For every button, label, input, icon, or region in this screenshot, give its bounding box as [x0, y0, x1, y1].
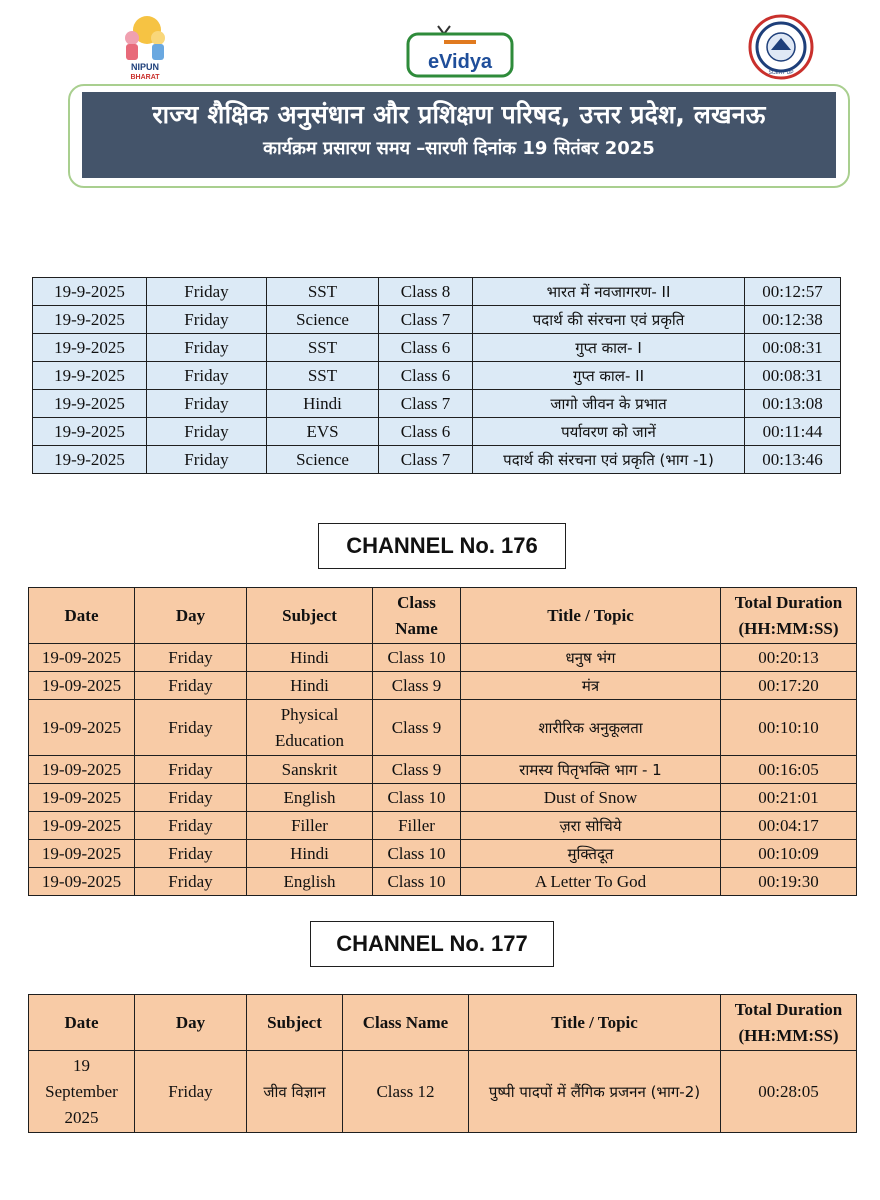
cell-title: Dust of Snow [461, 784, 721, 812]
cell-day: Friday [135, 672, 247, 700]
cell-title: पदार्थ की संरचना एवं प्रकृति (भाग -1) [473, 446, 745, 474]
nipun-bharat-logo [102, 12, 188, 82]
cell-date: 19-09-2025 [29, 840, 135, 868]
cell-day: Friday [135, 840, 247, 868]
nipun-bharat-emblem-icon [102, 12, 188, 82]
cell-class-name: Class 6 [379, 418, 473, 446]
cell-date: 19-9-2025 [33, 390, 147, 418]
cell-day: Friday [147, 418, 267, 446]
cell-date: 19-09-2025 [29, 672, 135, 700]
evidya-text: eVidya [427, 51, 493, 73]
table-row [29, 784, 857, 812]
cell-title: पुष्पी पादपों में लैंगिक प्रजनन (भाग-2) [469, 1051, 721, 1133]
header-class-line2: Name [395, 618, 438, 638]
cell-subject: SST [267, 334, 379, 362]
evidya-logo [404, 22, 516, 80]
header-subject: Subject [247, 588, 373, 644]
table-row [33, 446, 841, 474]
table-row [29, 672, 857, 700]
cell-class-name: Class 10 [373, 840, 461, 868]
cell-class-name: Class 10 [373, 784, 461, 812]
cell-title: मुक्तिदूत [461, 840, 721, 868]
cell-class-name: Class 6 [379, 362, 473, 390]
cell-date: 19-9-2025 [33, 418, 147, 446]
table-row [33, 334, 841, 362]
cell-date: 19-9-2025 [33, 362, 147, 390]
table-row [33, 418, 841, 446]
cell-subject [247, 700, 373, 756]
schedule-table-continued-body [33, 278, 841, 474]
cell-title: गुप्त काल- II [473, 362, 745, 390]
header-duration [721, 995, 857, 1051]
header-band [82, 92, 836, 178]
header-class-name [373, 588, 461, 644]
cell-duration: 00:11:44 [745, 418, 841, 446]
cell-class-name: Class 6 [379, 334, 473, 362]
cell-class-name: Class 10 [373, 644, 461, 672]
header-title: Title / Topic [461, 588, 721, 644]
cell-date: 19-9-2025 [33, 334, 147, 362]
cell-day: Friday [147, 306, 267, 334]
channel-177-label: CHANNEL No. 177 [310, 921, 554, 967]
cell-date: 19-09-2025 [29, 812, 135, 840]
cell-class-name: Class 9 [373, 700, 461, 756]
header-title: Title / Topic [469, 995, 721, 1051]
cell-subject: Hindi [247, 644, 373, 672]
cell-subject: Science [267, 306, 379, 334]
cell-subject: English [247, 784, 373, 812]
table-header-row [29, 995, 857, 1051]
table-row [33, 278, 841, 306]
header-date: Date [29, 995, 135, 1051]
cell-subject: Hindi [247, 840, 373, 868]
cell-duration: 00:12:57 [745, 278, 841, 306]
cell-subject: Hindi [247, 672, 373, 700]
cell-duration: 00:17:20 [721, 672, 857, 700]
nipun-text: NIPUN [130, 62, 160, 72]
cell-class-name: Class 10 [373, 868, 461, 896]
cell-subject-line1: Physical [280, 704, 339, 724]
header-day: Day [135, 995, 247, 1051]
table-row [33, 306, 841, 334]
cell-date: 19-09-2025 [29, 868, 135, 896]
cell-class-name: Class 7 [379, 306, 473, 334]
channel-176-table-body [29, 644, 857, 896]
channel-176-table [28, 587, 857, 896]
header-duration-line1: Total Duration [734, 592, 843, 612]
cell-subject: जीव विज्ञान [247, 1051, 343, 1133]
cell-day: Friday [135, 756, 247, 784]
cell-subject: Filler [247, 812, 373, 840]
cell-subject: EVS [267, 418, 379, 446]
cell-duration: 00:21:01 [721, 784, 857, 812]
cell-class-name: Class 12 [343, 1051, 469, 1133]
cell-date: 19-9-2025 [33, 446, 147, 474]
header-class-line1: Class [397, 592, 436, 612]
cell-duration: 00:20:13 [721, 644, 857, 672]
cell-duration: 00:08:31 [745, 362, 841, 390]
cell-subject: SST [267, 362, 379, 390]
cell-subject: English [247, 868, 373, 896]
header-subject: Subject [247, 995, 343, 1051]
cell-day: Friday [135, 784, 247, 812]
cell-date-line2: September [45, 1081, 118, 1101]
cell-duration: 00:13:46 [745, 446, 841, 474]
cell-duration: 00:04:17 [721, 812, 857, 840]
cell-title: धनुष भंग [461, 644, 721, 672]
cell-date: 19-09-2025 [29, 700, 135, 756]
cell-title: जागो जीवन के प्रभात [473, 390, 745, 418]
cell-day: Friday [135, 644, 247, 672]
table-row [33, 362, 841, 390]
table-row [29, 756, 857, 784]
table-row [29, 812, 857, 840]
cell-day: Friday [147, 446, 267, 474]
cell-date: 19-9-2025 [33, 278, 147, 306]
cell-date-line1: 19 [73, 1055, 90, 1075]
cell-date [29, 1051, 135, 1133]
scert-logo [738, 14, 824, 80]
channel-177-table [28, 994, 857, 1133]
header-day: Day [135, 588, 247, 644]
cell-title: गुप्त काल- I [473, 334, 745, 362]
cell-subject: Science [267, 446, 379, 474]
cell-title: भारत में नवजागरण- II [473, 278, 745, 306]
evidya-tv-icon [404, 22, 516, 80]
cell-day: Friday [135, 812, 247, 840]
scert-seal-icon [738, 14, 824, 80]
cell-subject: Sanskrit [247, 756, 373, 784]
table-row [33, 390, 841, 418]
page-subtitle: कार्यक्रम प्रसारण समय –सारणी दिनांक 19 सितंबर 2025 [263, 138, 655, 159]
cell-date: 19-09-2025 [29, 784, 135, 812]
cell-date: 19-09-2025 [29, 756, 135, 784]
table-row [29, 1051, 857, 1133]
cell-duration: 00:08:31 [745, 334, 841, 362]
cell-duration: 00:10:09 [721, 840, 857, 868]
header-duration-line1: Total Duration [734, 999, 843, 1019]
cell-day: Friday [147, 278, 267, 306]
cell-title: पदार्थ की संरचना एवं प्रकृति [473, 306, 745, 334]
cell-day: Friday [147, 362, 267, 390]
cell-date: 19-9-2025 [33, 306, 147, 334]
cell-day: Friday [135, 1051, 247, 1133]
cell-title: मंत्र [461, 672, 721, 700]
page-title: राज्य शैक्षिक अनुसंधान और प्रशिक्षण परिषद, उत्तर प्रदेश, लखनऊ [152, 100, 766, 129]
cell-subject-line2: Education [275, 730, 344, 750]
cell-duration: 00:28:05 [721, 1051, 857, 1133]
cell-class-name: Class 7 [379, 390, 473, 418]
table-header-row [29, 588, 857, 644]
cell-duration: 00:13:08 [745, 390, 841, 418]
cell-title: A Letter To God [461, 868, 721, 896]
cell-date: 19-09-2025 [29, 644, 135, 672]
cell-title: रामस्य पितृभक्ति भाग - 1 [461, 756, 721, 784]
scert-seal-text: SCERT UP [768, 70, 794, 76]
header-duration [721, 588, 857, 644]
cell-class-name: Class 9 [373, 756, 461, 784]
channel-176-label: CHANNEL No. 176 [318, 523, 566, 569]
header-duration-line2: (HH:MM:SS) [738, 1025, 839, 1045]
header-date: Date [29, 588, 135, 644]
cell-class-name: Class 7 [379, 446, 473, 474]
cell-class-name: Class 9 [373, 672, 461, 700]
cell-day: Friday [135, 868, 247, 896]
cell-day: Friday [147, 390, 267, 418]
cell-duration: 00:16:05 [721, 756, 857, 784]
cell-duration: 00:19:30 [721, 868, 857, 896]
cell-day: Friday [135, 700, 247, 756]
schedule-table-continued [32, 277, 841, 474]
table-row [29, 644, 857, 672]
cell-duration: 00:10:10 [721, 700, 857, 756]
table-row [29, 868, 857, 896]
cell-duration: 00:12:38 [745, 306, 841, 334]
table-row [29, 700, 857, 756]
cell-subject: SST [267, 278, 379, 306]
header-class-name: Class Name [343, 995, 469, 1051]
cell-title: ज़रा सोचिये [461, 812, 721, 840]
cell-date-line3: 2025 [64, 1107, 99, 1127]
header-duration-line2: (HH:MM:SS) [738, 618, 839, 638]
bharat-text: BHARAT [130, 74, 160, 81]
cell-day: Friday [147, 334, 267, 362]
cell-class-name: Class 8 [379, 278, 473, 306]
table-row [29, 840, 857, 868]
cell-title: शारीरिक अनुकूलता [461, 700, 721, 756]
channel-177-table-body [29, 1051, 857, 1133]
cell-title: पर्यावरण को जानें [473, 418, 745, 446]
cell-class-name: Filler [373, 812, 461, 840]
cell-subject: Hindi [267, 390, 379, 418]
